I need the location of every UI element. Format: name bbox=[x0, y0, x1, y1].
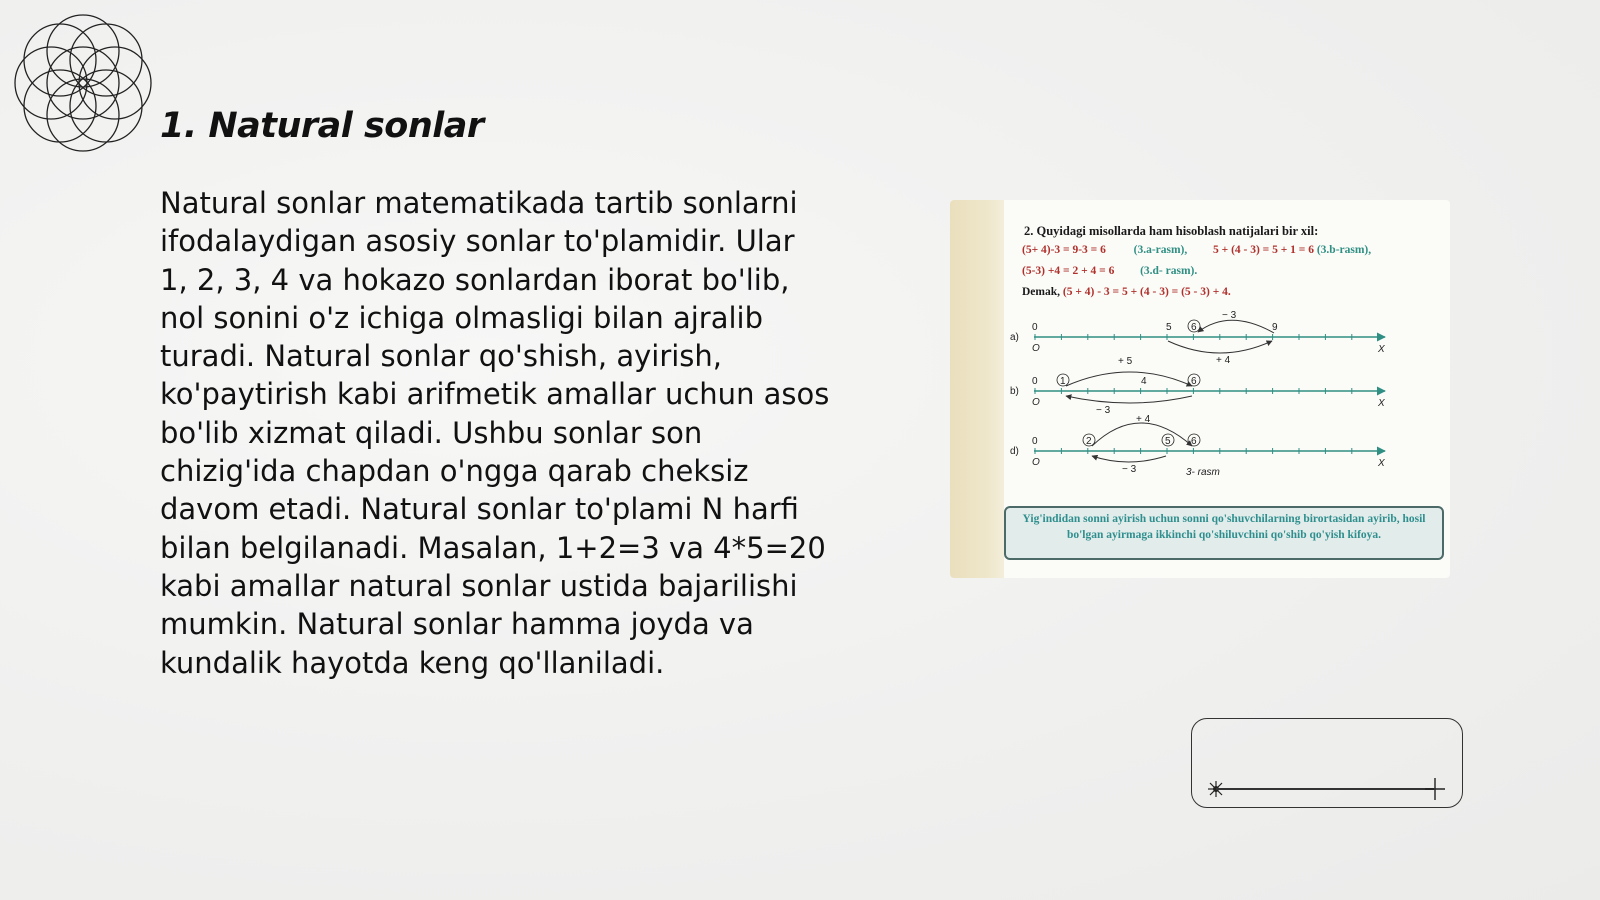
row-d-mark-5: 5 bbox=[1165, 436, 1171, 447]
ref-1d: (3.b-rasm), bbox=[1316, 244, 1372, 256]
figure-heading: 2. Quyidagi misollarda ham hisoblash natijalari bir xil: bbox=[1024, 224, 1319, 238]
row-d-label: d) bbox=[1010, 446, 1019, 457]
row-a-origin: O bbox=[1032, 343, 1040, 354]
number-lines-diagram bbox=[1010, 310, 1440, 480]
row-a-mark-6: 6 bbox=[1191, 322, 1197, 333]
figure-side-strip bbox=[950, 200, 1004, 578]
cross-icon[interactable] bbox=[1424, 777, 1446, 801]
slider-widget[interactable] bbox=[1191, 718, 1463, 808]
row-b-above: + 5 bbox=[1118, 356, 1133, 367]
row-d-mark-6: 6 bbox=[1191, 436, 1197, 447]
row-d-mark-2: 2 bbox=[1086, 436, 1092, 447]
row-d-above: + 4 bbox=[1136, 414, 1151, 425]
figure-line-1 bbox=[1022, 244, 1371, 256]
row-d-axis: X bbox=[1378, 458, 1385, 469]
row-b-origin: O bbox=[1032, 397, 1040, 408]
eq-1a: (5+ 4)-3 = 9-3 = 6 bbox=[1022, 244, 1106, 256]
row-b-mark-1: 1 bbox=[1060, 376, 1066, 387]
rule-box: Yig'indidan sonni ayirish uchun sonni qo'shuvchilarning birortasidan ayirib, hosil bo'lgan ayirmaga ikkinchi qo'shiluvchini qo'shib qo'yish kifoya. bbox=[1004, 506, 1444, 560]
slider-track[interactable] bbox=[1216, 788, 1434, 790]
eq-1c: 5 + (4 - 3) = 5 + 1 = 6 bbox=[1213, 244, 1314, 256]
figure-caption: 3- rasm bbox=[1186, 467, 1220, 478]
row-a-mark-0: 0 bbox=[1032, 322, 1038, 333]
row-a-mark-9: 9 bbox=[1272, 322, 1278, 333]
row-a-below: + 4 bbox=[1216, 355, 1231, 366]
row-a-label: a) bbox=[1010, 332, 1019, 343]
slide-paragraph: Natural sonlar matematikada tartib sonlarni ifodalaydigan asosiy sonlar to'plamidir. Ular 1, 2, 3, 4 va hokazo sonlardan iborat bo'lib, nol sonini o'z ichiga olmasligi bilan ajralib turadi. Natural sonlar qo'shish, ayirish, ko'paytirish kabi arifmetik amallar uchun asos bo'lib xizmat qiladi. Ushbu sonlar son chizig'ida chapdan o'ngga qarab cheksiz davom etadi. Natural sonlar to'plami N harfi bilan belgilanadi. Masalan, 1+2=3 va 4*5=20 kabi amallar natural sonlar ustida bajarilishi mumkin. Natural sonlar hamma joyda va kundalik hayotda keng qo'llaniladi. bbox=[160, 186, 830, 680]
row-d-mark-0: 0 bbox=[1032, 436, 1038, 447]
figure-line-2 bbox=[1022, 265, 1197, 277]
circle-petal-ornament-icon bbox=[8, 8, 158, 158]
row-b-label: b) bbox=[1010, 386, 1019, 397]
row-a-mark-5: 5 bbox=[1166, 322, 1172, 333]
eq-2a: (5-3) +4 = 2 + 4 = 6 bbox=[1022, 265, 1115, 277]
row-b-mark-0: 0 bbox=[1032, 376, 1038, 387]
row-d-below: − 3 bbox=[1122, 464, 1137, 475]
row-a-axis: X bbox=[1378, 344, 1385, 355]
row-b-mark-4: 4 bbox=[1141, 376, 1147, 387]
row-b-mark-6: 6 bbox=[1191, 376, 1197, 387]
conclusion-eq: (5 + 4) - 3 = 5 + (4 - 3) = (5 - 3) + 4. bbox=[1062, 286, 1231, 298]
row-d-origin: O bbox=[1032, 457, 1040, 468]
row-b-axis: X bbox=[1378, 398, 1385, 409]
slide-title: 1. Natural sonlar bbox=[160, 106, 484, 146]
row-a-above: − 3 bbox=[1222, 310, 1237, 321]
conclusion-word: Demak, bbox=[1022, 286, 1061, 298]
textbook-figure bbox=[950, 200, 1450, 578]
row-b-below: − 3 bbox=[1096, 405, 1111, 416]
ref-2b: (3.d- rasm). bbox=[1140, 265, 1198, 277]
ref-1b: (3.a-rasm), bbox=[1133, 244, 1188, 256]
figure-line-3 bbox=[1022, 286, 1231, 298]
